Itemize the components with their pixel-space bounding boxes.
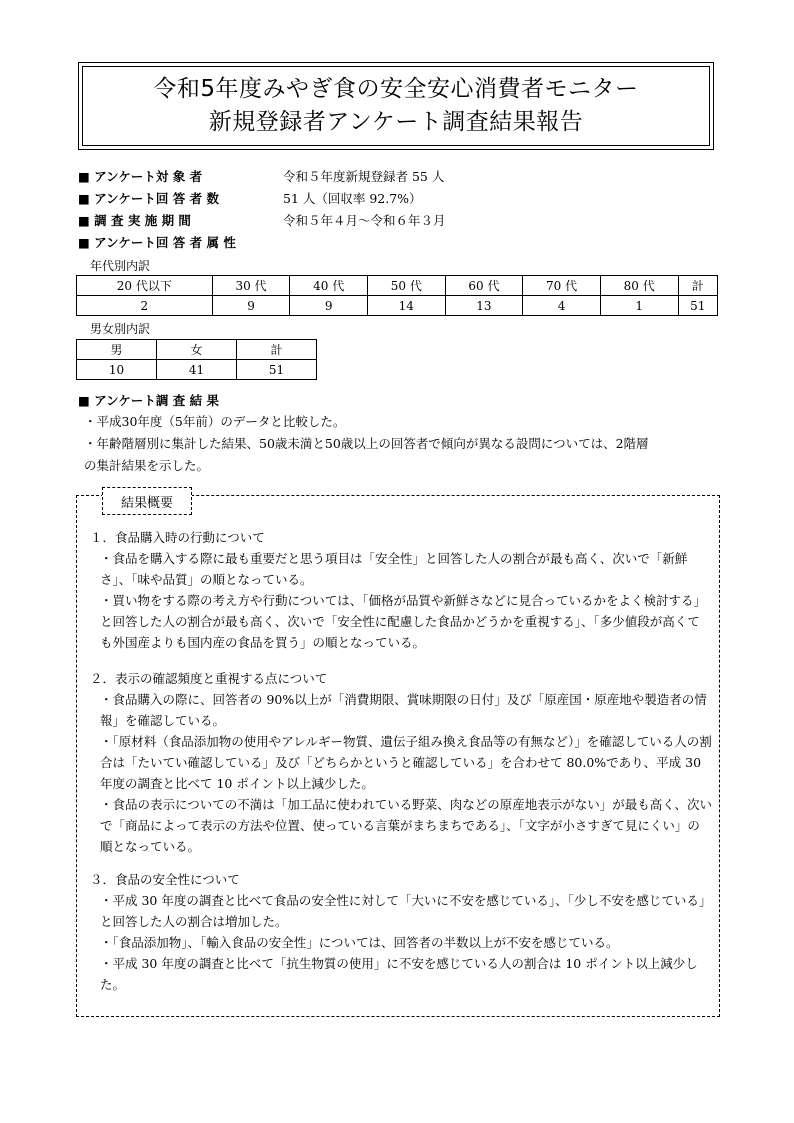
section-3-para-3: ・平成 30 年度の調査と比べて「抗生物質の使用」に不安を感じている人の割合は 10 ポイント以上減少した。: [100, 956, 698, 992]
age-header-cell: 30 代: [212, 276, 290, 296]
results-bullet-2a: ・年齢階層別に集計した結果、50歳未満と50歳以上の回答者で傾向が異なる設問については、2階層: [84, 436, 649, 451]
gender-table-caption: 男女別内訳: [90, 322, 151, 336]
info-respondents: [78, 190, 422, 208]
age-table-value-row: [77, 296, 718, 316]
age-value-cell: 51: [678, 296, 717, 316]
summary-section-2: [88, 668, 712, 857]
gender-header-cell: 計: [237, 340, 317, 360]
age-header-cell: 計: [678, 276, 717, 296]
title-box: [78, 62, 714, 150]
age-value-cell: 9: [290, 296, 368, 316]
results-heading: [78, 392, 219, 410]
results-heading-label: ■ アンケート調 査 結 果: [78, 393, 219, 408]
age-value-cell: 13: [445, 296, 523, 316]
age-table-caption: 年代別内訳: [90, 259, 151, 273]
age-table-header-row: [77, 276, 718, 296]
age-value-cell: 1: [600, 296, 678, 316]
age-header-cell: 40 代: [290, 276, 368, 296]
info-respondents-label: ■ アンケート回 答 者 数: [78, 191, 219, 206]
info-attributes: [78, 234, 236, 252]
gender-header-cell: 男: [77, 340, 157, 360]
gender-table-header-row: [77, 340, 317, 360]
section-3-para-1: ・平成 30 年度の調査と比べて食品の安全性に対して「大いに不安を感じている」、「少し不安を感じている」と回答した人の割合は増加した。: [100, 893, 712, 929]
gender-table-value-row: [77, 360, 317, 380]
section-2-title: ２．表示の確認頻度と重視する点について: [90, 671, 328, 686]
age-header-cell: 60 代: [445, 276, 523, 296]
title-inner: [82, 66, 710, 146]
age-header-cell: 20 代以下: [77, 276, 213, 296]
info-period: [78, 212, 446, 230]
section-3-para-2: ・「食品添加物」、「輸入食品の安全性」については、回答者の半数以上が不安を感じている。: [100, 935, 619, 950]
summary-section-1: [88, 527, 712, 653]
info-target: [78, 168, 445, 186]
gender-value-cell: 41: [157, 360, 237, 380]
results-bullet-2b: の集計結果を示した。: [84, 458, 210, 473]
section-1-title: １．食品購入時の行動について: [90, 530, 265, 545]
info-target-value: 令和５年度新規登録者 55 人: [283, 169, 445, 184]
section-1-para-2: ・買い物をする際の考え方や行動については、「価格が品質や新鮮さなどに見合っているかをよく検討する」と回答した人の割合が最も高く、次いで「安全性に配慮した食品かどうかを重視する」、「多少値段が高くても外国産よりも国内産の食品を買う」の順となっている。: [100, 593, 707, 650]
section-1-para-1: ・食品を購入する際に最も重要だと思う項目は「安全性」と回答した人の割合が最も高く、次いで「新鮮さ」、「味や品質」の順となっている。: [100, 551, 688, 587]
section-3-title: ３．食品の安全性について: [90, 872, 240, 887]
age-table: [76, 275, 718, 316]
age-header-cell: 70 代: [523, 276, 601, 296]
summary-section-3: [88, 869, 712, 995]
gender-value-cell: 51: [237, 360, 317, 380]
section-2-para-2: ・「原材料（食品添加物の使用やアレルギー物質、遺伝子組み換え食品等の有無など）」を確認している人の割合は「たいてい確認している」及び「どちらかというと確認している」を合わせて 80.0%であり、平成 30 年度の調査と比べて 10 ポイント以上減少した。: [100, 734, 712, 791]
info-target-label: ■ アンケート対 象 者: [78, 169, 203, 184]
summary-tag: 結果概要: [102, 487, 192, 515]
age-header-cell: 80 代: [600, 276, 678, 296]
info-period-label: ■ 調 査 実 施 期 間: [78, 213, 191, 228]
section-2-para-3: ・食品の表示についての不満は「加工品に使われている野菜、肉などの原産地表示がない」が最も高く、次いで「商品によって表示の方法や位置、使っている言葉がまちまちである」、「文字が小さすぎて見にくい」の順となっている。: [100, 797, 713, 854]
age-value-cell: 9: [212, 296, 290, 316]
age-header-cell: 50 代: [367, 276, 445, 296]
gender-table: [76, 339, 317, 380]
results-bullet-1: ・平成30年度（5年前）のデータと比較した。: [84, 414, 346, 429]
title-line-1: 令和5年度みやぎ食の安全安心消費者モニター: [153, 76, 639, 102]
info-respondents-value: 51 人（回収率 92.7%）: [283, 191, 422, 206]
info-attributes-label: ■ アンケート回 答 者 属 性: [78, 235, 236, 250]
info-period-value: 令和５年４月～令和６年３月: [283, 213, 446, 228]
age-value-cell: 2: [77, 296, 213, 316]
gender-value-cell: 10: [77, 360, 157, 380]
title-line-2: 新規登録者アンケート調査結果報告: [208, 109, 584, 135]
age-value-cell: 4: [523, 296, 601, 316]
gender-header-cell: 女: [157, 340, 237, 360]
age-value-cell: 14: [367, 296, 445, 316]
section-2-para-1: ・食品購入の際に、回答者の 90%以上が「消費期限、賞味期限の日付」及び「原産国・原産地や製造者の情報」を確認している。: [100, 692, 707, 728]
